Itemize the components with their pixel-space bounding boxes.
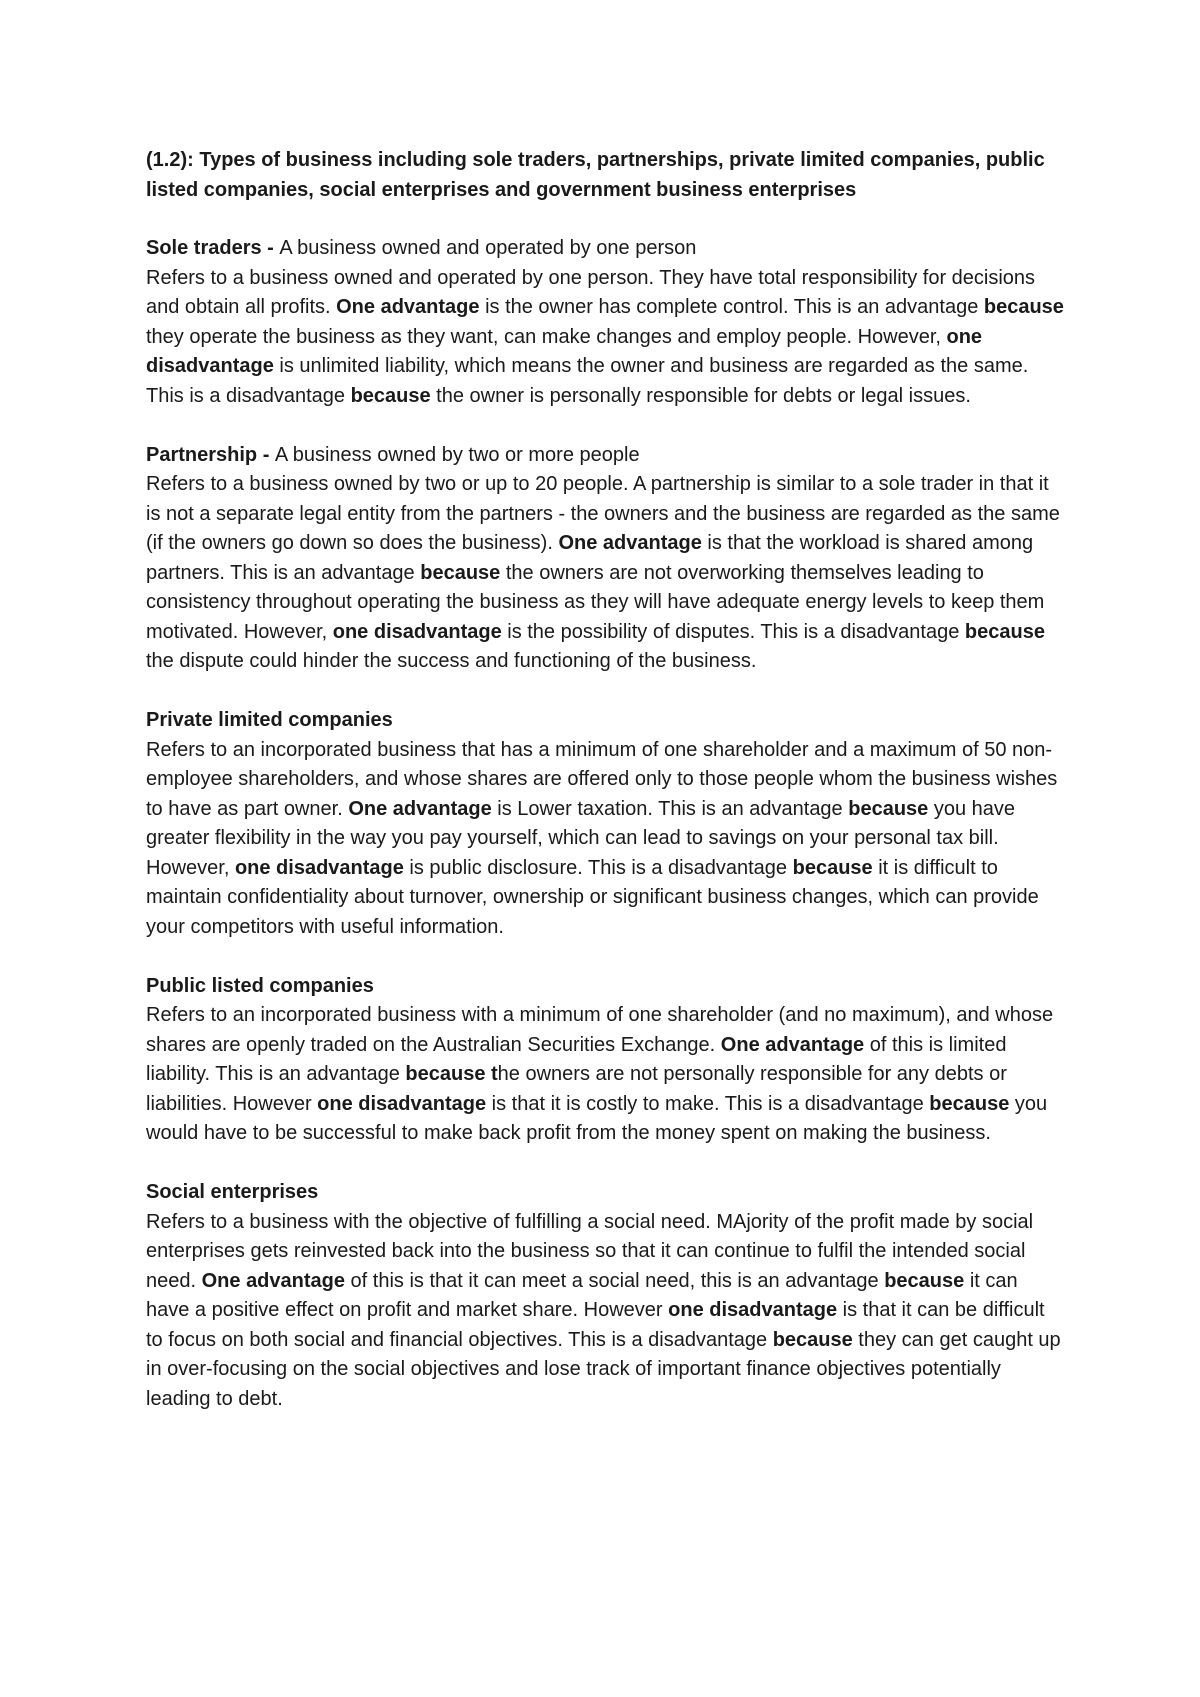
section-heading (146, 706, 1066, 736)
text-run: you have greater flexibility in the way you pay yourself, which can lead to savings on your personal tax bill. However, (146, 797, 1016, 879)
text-run: is that it can be difficult to focus on both social and financial objectives. This is a disadvantage (146, 1299, 1045, 1351)
bold-text-run: because (983, 296, 1064, 318)
bold-text-run: because t (405, 1063, 498, 1085)
bold-text-run: because (964, 620, 1045, 643)
text-run: Refers to an incorporated business with a minimum of one shareholder (and no maximum), and whose shares are openly traded on the Australian Securities Exchange. (146, 1004, 1054, 1056)
text-run: the owner is personally responsible for debts or legal issues. (430, 384, 971, 407)
text-run: is that the workload is shared among partners. This is an advantage (146, 532, 1034, 584)
bold-text-run: one disadvantage (317, 1092, 487, 1115)
bold-text-run: Private limited companies (146, 709, 393, 731)
section-social-enterprises (146, 1178, 1066, 1414)
text-run: Refers to a business with the objective of fulfilling a social need. MAjority of the profit made by social enterprises gets reinvested back into the business so that it can continue to fulfil the intended social need. (146, 1210, 1034, 1292)
text-run: Refers to a business owned by two or up to 20 people. A partnership is similar to a sole trader in that it is not a separate legal entity from the partners - the owners and the business are regarded as the same (if the owners go down so does the business). (146, 473, 1060, 554)
sections-container (146, 234, 1066, 1414)
document-content (146, 146, 1066, 1444)
text-run: Refers to an incorporated business that has a minimum of one shareholder and a maximum of 50 non-employee shareholders, and whose shares are offered only to those people whom the business wishes to have as part owner. (146, 738, 1058, 820)
section-heading (146, 441, 1066, 471)
bold-text-run: one disadvantage (668, 1299, 838, 1321)
bold-text-run: One advantage (336, 296, 480, 318)
bold-text-run: Public listed companies (146, 974, 374, 997)
bold-text-run: because (848, 797, 929, 820)
text-run: is the possibility of disputes. This is a disadvantage (501, 620, 965, 643)
section-sole-traders (146, 234, 1066, 411)
bold-text-run: because (350, 384, 431, 407)
bold-text-run: because (420, 561, 501, 584)
section-partnership (146, 441, 1066, 677)
text-run: the owners are not overworking themselves leading to consistency throughout operating the business as they will have adequate energy levels to keep them motivated. However, (146, 561, 1045, 643)
section-body (146, 264, 1066, 412)
bold-text-run: Social enterprises (146, 1181, 319, 1203)
text-run: is public disclosure. This is a disadvantage (403, 856, 793, 879)
section-private-limited (146, 706, 1066, 942)
section-body (146, 470, 1066, 677)
bold-text-run: because (772, 1328, 853, 1351)
bold-text-run: one disadvantage (332, 620, 502, 643)
bold-text-run: because (884, 1269, 965, 1292)
bold-text-run: Sole traders - (146, 237, 280, 259)
bold-text-run: because (929, 1092, 1010, 1115)
section-heading (146, 972, 1066, 1002)
bold-text-run: One advantage (201, 1269, 345, 1292)
bold-text-run: One advantage (558, 532, 702, 554)
section-body (146, 736, 1066, 943)
bold-text-run: One advantage (348, 797, 492, 820)
text-run: it is difficult to maintain confidentiality about turnover, ownership or significant business changes, which can provide your competitors with useful information. (146, 856, 1039, 938)
section-body (146, 1001, 1066, 1149)
text-run: it can have a positive effect on profit and market share. However (146, 1269, 1018, 1321)
section-body (146, 1208, 1066, 1415)
text-run: is Lower taxation. This is an advantage (491, 797, 849, 820)
text-run: of this is limited liability. This is an advantage (146, 1033, 1007, 1085)
text-run: is unlimited liability, which means the owner and business are regarded as the same. This is a disadvantage (146, 355, 1029, 407)
text-run: A business owned by two or more people (274, 443, 640, 466)
bold-text-run: One advantage (720, 1033, 865, 1056)
section-heading (146, 1178, 1066, 1208)
text-run: A business owned and operated by one person (279, 237, 697, 259)
section-heading (146, 234, 1066, 264)
text-run: is the owner has complete control. This is an advantage (479, 296, 984, 318)
bold-text-run: Partnership - (146, 443, 275, 466)
bold-text-run: one disadvantage (146, 325, 983, 377)
document-title: (1.2): Types of business including sole traders, partnerships, private limited companies, public listed companies, social enterprises and government business enterprises (146, 149, 1045, 201)
text-run: he owners are not personally responsible for any debts or liabilities. However (146, 1063, 1007, 1115)
text-run: they operate the business as they want, can make changes and employ people. However, (146, 325, 947, 348)
text-run: they can get caught up in over-focusing on the social objectives and lose track of important finance objectives potentially leading to debt. (146, 1328, 1061, 1410)
text-run: is that it is costly to make. This is a disadvantage (486, 1092, 930, 1115)
text-run: you would have to be successful to make back profit from the money spent on making the business. (146, 1092, 1048, 1144)
bold-text-run: one disadvantage (234, 856, 404, 879)
text-run: of this is that it can meet a social need, this is an advantage (345, 1269, 885, 1292)
text-run: Refers to a business owned and operated by one person. They have total responsibility for decisions and obtain all profits. (146, 266, 1036, 318)
bold-text-run: because (792, 856, 873, 879)
text-run: the dispute could hinder the success and functioning of the business. (146, 650, 757, 672)
section-public-listed (146, 972, 1066, 1149)
